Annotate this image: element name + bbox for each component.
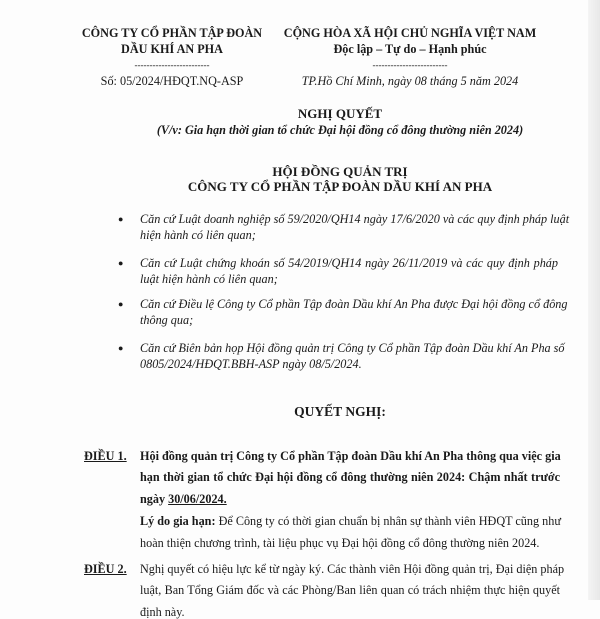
issuer-line1: HỘI ĐỒNG QUẢN TRỊ [272, 164, 408, 179]
reason-line: hoàn thiện chương trình, tài liệu phục vụ Đại hội đồng cổ đông thường niên 2024. [140, 536, 540, 550]
nation-name: CỘNG HÒA XÃ HỘI CHỦ NGHĨA VIỆT NAM [283, 26, 537, 40]
bullet-icon: ● [118, 258, 124, 268]
article-2-line: Nghị quyết có hiệu lực kể từ ngày ký. Các thành viên Hội đồng quản trị, Đại diện pháp [140, 562, 565, 576]
basis-item-line: Căn cứ Luật doanh nghiệp số 59/2020/QH14 ngày 17/6/2020 và các quy định pháp luật [140, 212, 570, 226]
article-1-line: hạn thời gian tổ chức Đại hội đồng cổ đông thường niên 2024: Chậm nhất trước [140, 470, 560, 484]
resolves-heading: QUYẾT NGHỊ: [294, 404, 386, 419]
basis-item-line: Căn cứ Luật chứng khoán số 54/2019/QH14 ngày 26/11/2019 và các quy định pháp [140, 256, 558, 270]
basis-item-line: hiện hành có liên quan; [140, 228, 256, 242]
reason-text: Để Công ty có thời gian chuẩn bị nhân sự thành viên HĐQT cũng như [215, 514, 561, 528]
nation-divider: ------------------------- [372, 60, 448, 70]
place-date: TP.Hồ Chí Minh, ngày 08 tháng 5 năm 2024 [301, 74, 519, 88]
basis-item [140, 341, 565, 371]
basis-item [140, 256, 558, 286]
issuer-line2: CÔNG TY CỔ PHẦN TẬP ĐOÀN DẦU KHÍ AN PHA [187, 179, 493, 194]
basis-item-line: Căn cứ Điều lệ Công ty Cổ phần Tập đoàn Dầu khí An Pha được Đại hội đồng cổ đông [140, 297, 568, 311]
bullet-icon: ● [118, 299, 124, 309]
document-number: Số: 05/2024/HĐQT.NQ-ASP [100, 74, 244, 88]
basis-item-line: luật hiện hành có liên quan; [140, 272, 278, 286]
bullet-icon: ● [118, 214, 124, 224]
bullet-icon: ● [118, 343, 124, 353]
basis-item [140, 212, 570, 242]
company-divider: ------------------------- [134, 60, 210, 70]
company-name-line1: CÔNG TY CỔ PHẦN TẬP ĐOÀN [81, 26, 263, 40]
deadline-date: 30/06/2024. [168, 492, 227, 506]
article-1-label: ĐIỀU 1. [84, 449, 127, 463]
document-subtitle: (V/v: Gia hạn thời gian tổ chức Đại hội đồng cổ đông thường niên 2024) [156, 123, 524, 137]
article-1-body [140, 449, 560, 550]
article-1-line [140, 492, 560, 506]
basis-item [140, 297, 568, 327]
page-edge [588, 0, 600, 600]
article-2-label: ĐIỀU 2. [84, 562, 127, 576]
basis-item-line: thông qua; [140, 313, 194, 327]
basis-item-line: Căn cứ Biên bản họp Hội đồng quản trị Công ty Cổ phần Tập đoàn Dầu khí An Pha số [140, 341, 565, 355]
basis-item-line: 0805/2024/HĐQT.BBH-ASP ngày 08/5/2024. [140, 357, 362, 371]
article-2-line: định này. [140, 605, 185, 619]
deadline-prefix: ngày [140, 492, 169, 506]
article-2-line: luật, Ban Tổng Giám đốc và các Phòng/Ban liên quan có trách nhiệm thực hiện quyết [140, 583, 560, 597]
national-motto: Độc lập – Tự do – Hạnh phúc [333, 42, 487, 56]
reason-label: Lý do gia hạn: [140, 514, 216, 528]
article-2-body [140, 562, 565, 619]
article-1-line: Hội đồng quản trị Công ty Cổ phần Tập đoàn Dầu khí An Pha thông qua việc gia [140, 449, 561, 463]
company-name-line2: DẦU KHÍ AN PHA [121, 42, 223, 56]
document-title: NGHỊ QUYẾT [297, 106, 383, 121]
reason-line [140, 514, 560, 528]
